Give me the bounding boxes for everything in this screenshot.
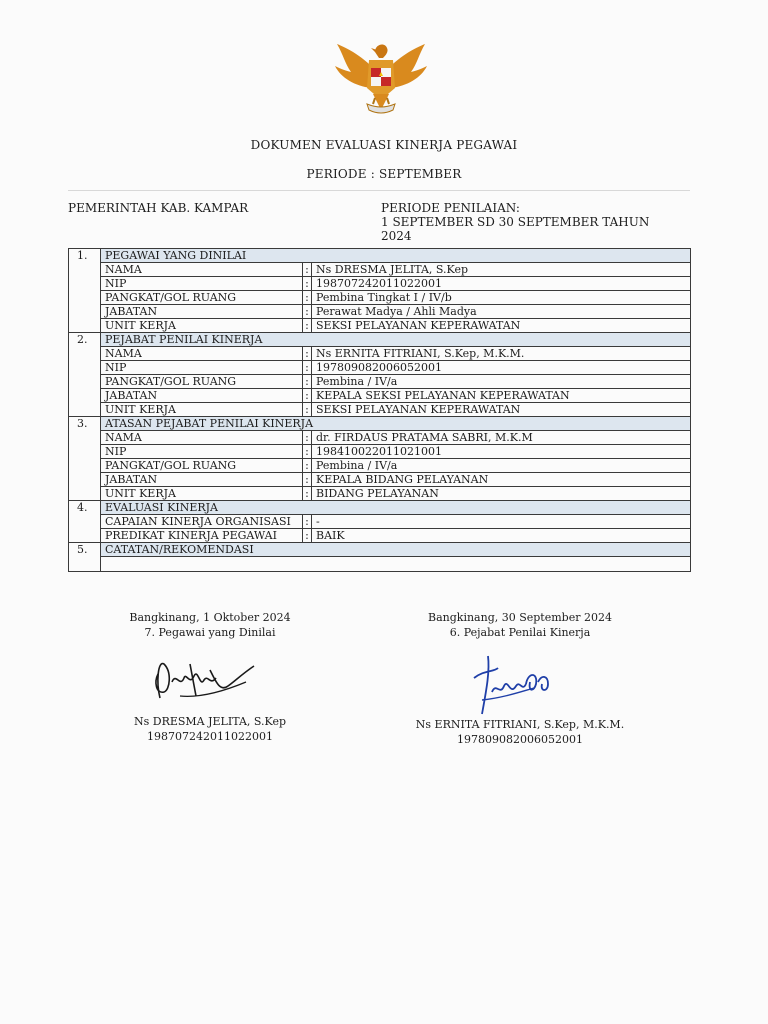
table-row [69, 515, 691, 529]
field-value: SEKSI PELAYANAN KEPERAWATAN [312, 319, 691, 333]
signature-left-nip: 198707242011022001 [147, 730, 273, 743]
table-row [69, 375, 691, 389]
field-label: UNIT KERJA [101, 487, 303, 501]
section-number: 1. [69, 249, 101, 333]
signature-block-right [410, 610, 630, 640]
field-value: 198410022011021001 [312, 445, 691, 459]
field-colon: : [303, 263, 312, 277]
field-colon: : [303, 277, 312, 291]
field-value: - [312, 515, 691, 529]
field-value: Ns ERNITA FITRIANI, S.Kep, M.K.M. [312, 347, 691, 361]
field-value: BAIK [312, 529, 691, 543]
signature-left-place-date: Bangkinang, 1 Oktober 2024 [129, 611, 291, 624]
table-row [69, 445, 691, 459]
field-colon: : [303, 319, 312, 333]
field-label: UNIT KERJA [101, 403, 303, 417]
section-number: 4. [69, 501, 101, 543]
field-label: JABATAN [101, 473, 303, 487]
field-label: NAMA [101, 263, 303, 277]
assessment-period-label: PERIODE PENILAIAN: [381, 201, 520, 215]
field-colon: : [303, 515, 312, 529]
garuda-emblem-icon [333, 38, 429, 122]
signature-right-role: 6. Pejabat Penilai Kinerja [449, 626, 591, 639]
section-header-row [69, 417, 691, 431]
field-colon: : [303, 389, 312, 403]
field-value: KEPALA SEKSI PELAYANAN KEPERAWATAN [312, 389, 691, 403]
table-row [69, 487, 691, 501]
handwritten-signature-icon [468, 652, 558, 722]
field-value: SEKSI PELAYANAN KEPERAWATAN [312, 403, 691, 417]
table-row [69, 361, 691, 375]
section-title: CATATAN/REKOMENDASI [101, 543, 691, 557]
field-colon: : [303, 459, 312, 473]
field-colon: : [303, 347, 312, 361]
field-label: PANGKAT/GOL RUANG [101, 375, 303, 389]
field-colon: : [303, 375, 312, 389]
section-title: PEGAWAI YANG DINILAI [101, 249, 691, 263]
field-value: Perawat Madya / Ahli Madya [312, 305, 691, 319]
assessment-period-value-2: 2024 [381, 229, 412, 243]
assessment-period [381, 201, 649, 243]
field-colon: : [303, 361, 312, 375]
field-colon: : [303, 403, 312, 417]
table-row [69, 389, 691, 403]
table-row [69, 277, 691, 291]
field-label: NAMA [101, 431, 303, 445]
signature-left-role: 7. Pegawai yang Dinilai [144, 626, 276, 639]
field-label: PANGKAT/GOL RUANG [101, 291, 303, 305]
empty-notes-row [69, 557, 691, 572]
field-colon: : [303, 445, 312, 459]
section-title: PEJABAT PENILAI KINERJA [101, 333, 691, 347]
assessment-period-value-1: 1 SEPTEMBER SD 30 SEPTEMBER TAHUN [381, 215, 650, 229]
field-value: Pembina / IV/a [312, 375, 691, 389]
signature-block-left [100, 610, 320, 640]
field-label: CAPAIAN KINERJA ORGANISASI [101, 515, 303, 529]
field-label: PANGKAT/GOL RUANG [101, 459, 303, 473]
field-label: NIP [101, 277, 303, 291]
table-row [69, 403, 691, 417]
section-number: 5. [69, 543, 101, 572]
signature-left-name: Ns DRESMA JELITA, S.Kep [133, 715, 286, 728]
section-number: 3. [69, 417, 101, 501]
field-value: Pembina Tingkat I / IV/b [312, 291, 691, 305]
section-number: 2. [69, 333, 101, 417]
field-colon: : [303, 305, 312, 319]
signature-block-right-name [408, 717, 632, 747]
section-title: EVALUASI KINERJA [101, 501, 691, 515]
field-value: 198707242011022001 [312, 277, 691, 291]
table-row [69, 529, 691, 543]
section-title: ATASAN PEJABAT PENILAI KINERJA [101, 417, 691, 431]
signature-right-name: Ns ERNITA FITRIANI, S.Kep, M.K.M. [415, 718, 625, 731]
table-row [69, 347, 691, 361]
notes-cell [101, 557, 691, 572]
field-label: NAMA [101, 347, 303, 361]
table-row [69, 263, 691, 277]
table-row [69, 459, 691, 473]
section-header-row [69, 249, 691, 263]
field-value: KEPALA BIDANG PELAYANAN [312, 473, 691, 487]
field-value: Ns DRESMA JELITA, S.Kep [312, 263, 691, 277]
field-colon: : [303, 529, 312, 543]
field-value: BIDANG PELAYANAN [312, 487, 691, 501]
field-label: NIP [101, 361, 303, 375]
table-row [69, 305, 691, 319]
table-row [69, 319, 691, 333]
field-value: 197809082006052001 [312, 361, 691, 375]
document-title: DOKUMEN EVALUASI KINERJA PEGAWAI [250, 138, 518, 152]
field-label: UNIT KERJA [101, 319, 303, 333]
evaluation-table [68, 248, 691, 572]
table-row [69, 473, 691, 487]
signature-right-nip: 197809082006052001 [457, 733, 583, 746]
field-colon: : [303, 487, 312, 501]
document-period: PERIODE : SEPTEMBER [306, 167, 462, 181]
field-label: PREDIKAT KINERJA PEGAWAI [101, 529, 303, 543]
government-label: PEMERINTAH KAB. KAMPAR [68, 201, 249, 215]
divider [68, 190, 690, 191]
section-header-row [69, 333, 691, 347]
field-value: Pembina / IV/a [312, 459, 691, 473]
signature-block-left-name [100, 714, 320, 744]
signature-right-place-date: Bangkinang, 30 September 2024 [428, 611, 612, 624]
section-header-row [69, 543, 691, 557]
field-colon: : [303, 431, 312, 445]
handwritten-signature-icon [150, 652, 260, 710]
field-label: JABATAN [101, 305, 303, 319]
section-header-row [69, 501, 691, 515]
table-row [69, 431, 691, 445]
field-colon: : [303, 473, 312, 487]
field-label: JABATAN [101, 389, 303, 403]
field-value: dr. FIRDAUS PRATAMA SABRI, M.K.M [312, 431, 691, 445]
field-label: NIP [101, 445, 303, 459]
table-row [69, 291, 691, 305]
field-colon: : [303, 291, 312, 305]
